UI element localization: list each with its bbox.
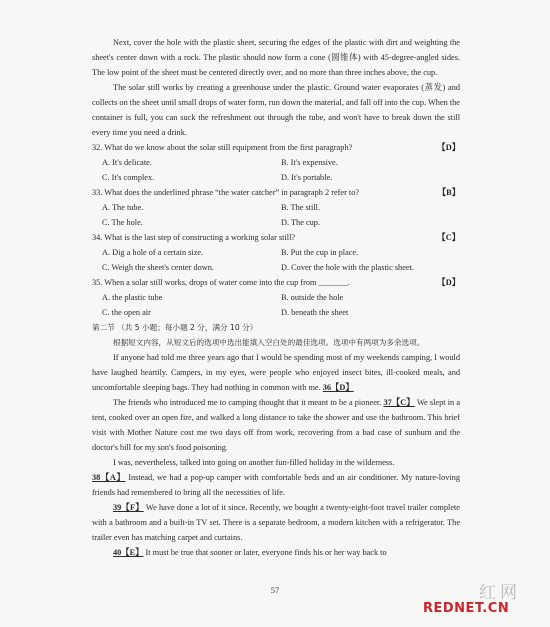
section-heading: 第二节 （共 5 小题；每小题 2 分，满分 10 分）	[92, 323, 258, 332]
question-stem: 35. When a solar still works, drops of water come into the cup from _______.	[92, 278, 350, 287]
answer-key: 【B】	[437, 188, 460, 197]
blank-37: 37【C】	[383, 398, 415, 407]
passage-paragraph-1: Next, cover the hole with the plastic sheet, securing the edges of the plastic with dirt and weighting the sheet's center down with a rock. The plastic should now form a cone (圆锥体) with 45-degree-angled sides. The low point of the sheet must be centered directly over, and no more than three inches above, the cup.	[92, 38, 460, 77]
cloze-paragraph-6	[92, 545, 460, 560]
option-c: C. the open air	[102, 308, 151, 317]
cloze-paragraph-4	[92, 470, 460, 500]
option-d: D. It's portable.	[281, 173, 333, 182]
option-a: A. Dig a hole of a certain size.	[102, 248, 204, 257]
page-number: 57	[270, 585, 280, 595]
watermark-chinese: 红网	[479, 583, 521, 603]
option-c: C. It's complex.	[102, 173, 155, 182]
page-content	[92, 35, 460, 560]
blank-40: 40【E】	[113, 548, 144, 557]
option-a: A. It's delicate.	[102, 158, 152, 167]
paragraph-text: We have done a lot of it since. Recently, we bought a twenty-eight-foot travel trailer complete with a bathroom and a built-in TV set. There is a separate bedroom, a modern kitchen with a refrigerator. The trailer even has matching carpet and curtains.	[92, 503, 460, 542]
blank-39: 39【F】	[113, 503, 144, 512]
option-a: A. the plastic tube	[102, 293, 163, 302]
paragraph-text: It must be true that sooner or later, everyone finds his or her way back to	[143, 548, 387, 557]
passage-paragraph-2: The solar still works by creating a greenhouse under the plastic. Ground water evaporates (蒸发) and collects on the sheet until small drops of water form, run down the material, and fall off into the cup. When the container is full, you can suck the refreshment out through the tube, and won't have to break down the still every time you need a drink.	[92, 83, 460, 137]
answer-key: 【D】	[437, 278, 460, 287]
question-stem: 32. What do we know about the solar still equipment from the first paragraph?	[92, 143, 353, 152]
question-32	[92, 140, 460, 185]
paragraph-text: The friends who introduced me to camping thought that it meant to be a pioneer.	[113, 398, 384, 407]
paragraph-text-rest: We slept in a tent, cooked over an open fire, and walked a long distance to take the shower and use the bathroom. This brief visit with Mother Nature cost me two days off from work, recovering from a bad case of sunburn and the doctor's bill for my son's food poisoning.	[92, 398, 461, 452]
option-d: D. beneath the sheet	[281, 308, 349, 317]
question-stem: 33. What does the underlined phrase “the water catcher” in paragraph 2 refer to?	[92, 188, 360, 197]
cloze-paragraph-1	[92, 350, 460, 395]
cloze-paragraph-3: I was, nevertheless, talked into going on another fun-filled holiday in the wilderness.	[113, 458, 395, 467]
option-b: B. outside the hole	[281, 293, 344, 302]
option-a: A. The tube.	[102, 203, 144, 212]
option-b: B. Put the cup in place.	[281, 248, 359, 257]
watermark-logo	[423, 578, 525, 618]
cloze-paragraph-5	[92, 500, 460, 545]
option-d: D. The cup.	[281, 218, 321, 227]
option-d: D. Cover the hole with the plastic sheet.	[281, 263, 414, 272]
option-c: C. The hole.	[102, 218, 143, 227]
option-b: B. It's expensive.	[281, 158, 338, 167]
option-c: C. Weigh the sheet's center down.	[102, 263, 214, 272]
cloze-paragraph-2	[92, 395, 460, 455]
paragraph-text: If anyone had told me three years ago that I would be spending most of my weekends camping, I would have laughed heartily. Campers, in my eyes, were people who enjoyed insect bites, ill-cooked meals, and uncomfortable sleeping bags. They had nothing in common with me.	[92, 353, 460, 392]
watermark-english: REDNET.CN	[423, 601, 510, 616]
answer-key: 【C】	[437, 233, 460, 242]
option-b: B. The still.	[281, 203, 321, 212]
question-stem: 34. What is the last step of constructing a working solar still?	[92, 233, 296, 242]
question-35	[92, 275, 460, 320]
answer-key: 【D】	[437, 143, 460, 152]
blank-38: 38【A】	[92, 473, 126, 482]
question-34	[92, 230, 460, 275]
section-instructions: 根据短文内容，从短文后的选项中选出能填入空白处的最佳选项。选项中有两项为多余选项。	[113, 338, 425, 347]
blank-36: 36【D】	[322, 383, 354, 392]
paragraph-text: Instead, we had a pop-up camper with comfortable beds and an air conditioner. My nature-loving friends had remembered to bring all the necessities of life.	[92, 473, 460, 497]
question-33	[92, 185, 460, 230]
